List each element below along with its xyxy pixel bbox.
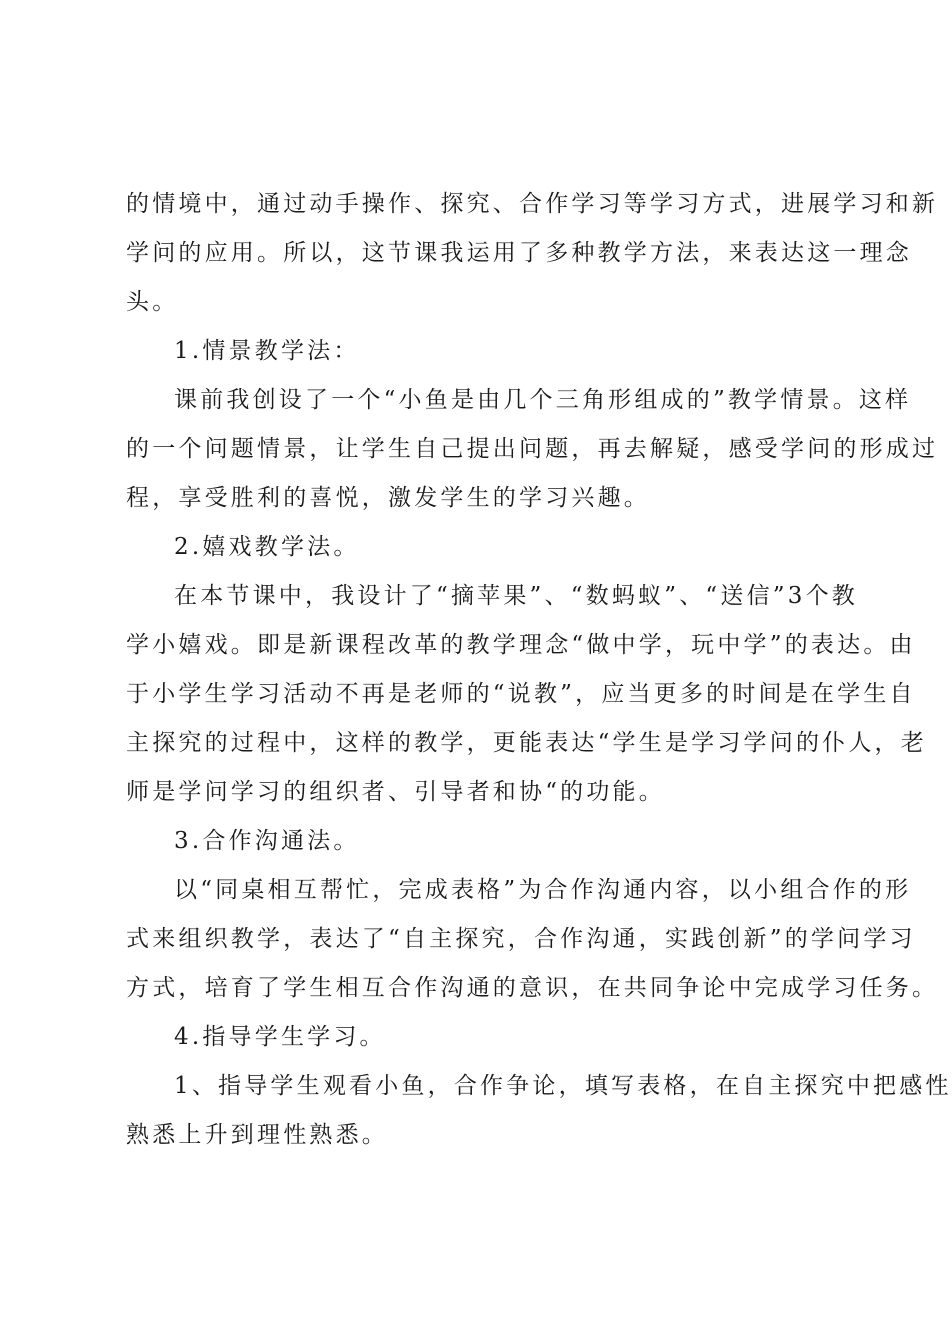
text-line: 主探究的过程中，这样的教学，更能表达“学生是学习学问的仆人，老 <box>126 730 927 756</box>
text-line: 师是学问学习的组织者、引导者和协“的功能。 <box>126 779 665 805</box>
text-line: 学小嬉戏。即是新课程改革的教学理念“做中学，玩中学”的表达。由 <box>126 632 916 658</box>
section-heading-2: 2.嬉戏教学法。 <box>174 534 360 560</box>
text-line: 学问的应用。所以，这节课我运用了多种教学方法，来表达这一理念 <box>126 240 912 266</box>
text-line: 的一个问题情景，让学生自己提出问题，再去解疑，感受学问的形成过 <box>126 436 939 462</box>
text-line: 的情境中，通过动手操作、探究、合作学习等学习方式，进展学习和新 <box>126 191 939 217</box>
text-line: 熟悉上升到理性熟悉。 <box>126 1122 388 1148</box>
document-body <box>126 180 952 1160</box>
text-line: 1、指导学生观看小鱼，合作争论，填写表格，在自主探究中把感性 <box>174 1073 952 1099</box>
text-line: 以“同桌相互帮忙，完成表格”为合作沟通内容，以小组合作的形 <box>174 877 912 903</box>
text-line: 在本节课中，我设计了“摘苹果”、“数蚂蚁”、“送信”3个教 <box>174 583 858 609</box>
text-line: 方式，培育了学生相互合作沟通的意识，在共同争论中完成学习任务。 <box>126 975 939 1001</box>
text-line: 课前我创设了一个“小鱼是由几个三角形组成的”教学情景。这样 <box>174 387 912 413</box>
text-line: 式来组织教学，表达了“自主探究，合作沟通，实践创新”的学问学习 <box>126 926 916 952</box>
text-line: 于小学生学习活动不再是老师的“说教”，应当更多的时间是在学生自 <box>126 681 916 707</box>
section-heading-1: 1.情景教学法： <box>174 338 360 364</box>
text-line: 程，享受胜利的喜悦，激发学生的学习兴趣。 <box>126 485 650 511</box>
section-heading-3: 3.合作沟通法。 <box>174 828 360 854</box>
text-line: 头。 <box>126 289 179 315</box>
section-heading-4: 4.指导学生学习。 <box>174 1024 386 1050</box>
